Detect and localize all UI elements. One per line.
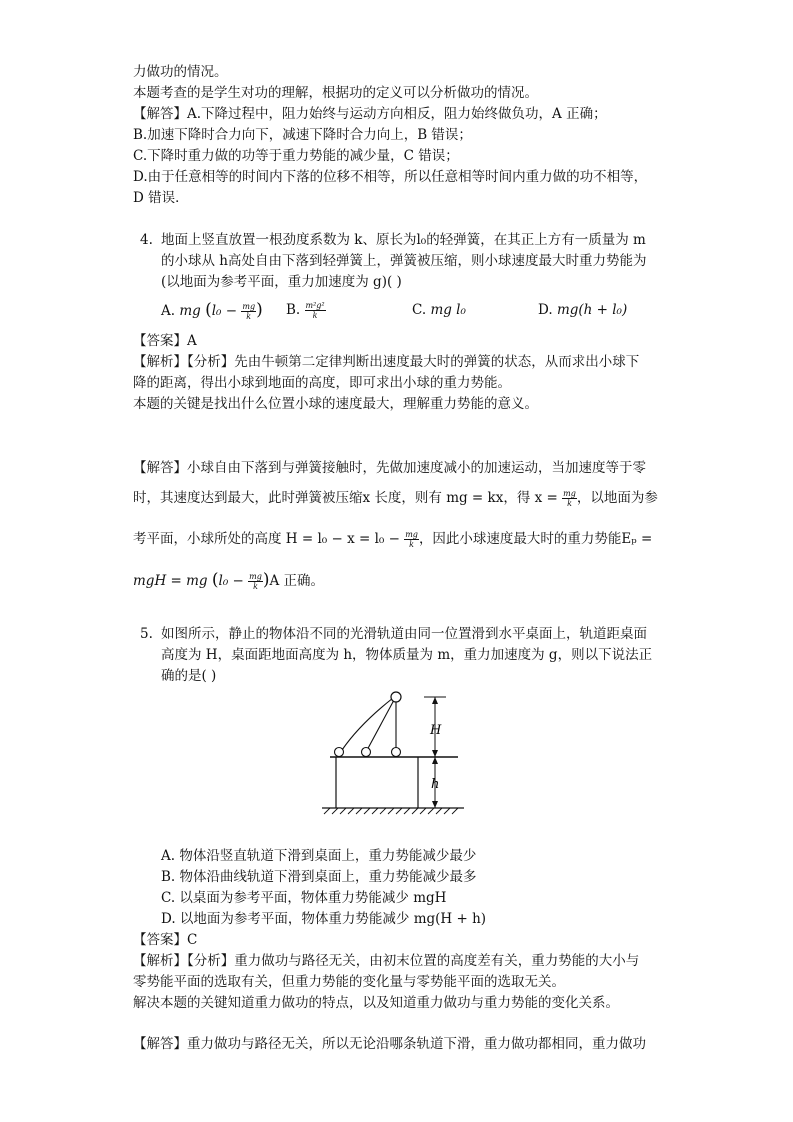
question-text: 如图所示，静止的物体沿不同的光滑轨道由同一位置滑到水平桌面上，轨道距桌面 — [161, 626, 647, 642]
ball-end — [335, 748, 344, 757]
option-label: A. — [161, 303, 176, 319]
ball-end — [392, 748, 401, 757]
text-line: 本题考查的是学生对功的理解，根据功的定义可以分析做功的情况。 — [133, 85, 538, 101]
analysis-line: 本题的关键是找出什么位置小球的速度最大，理解重力势能的意义。 — [133, 396, 538, 412]
option-label: B. — [286, 302, 301, 318]
option-math: l₀ − — [211, 303, 238, 319]
curved-track — [342, 698, 393, 750]
label-H: H — [430, 723, 442, 738]
option-label: C. — [412, 302, 427, 318]
text-line: 力做功的情况。 — [133, 64, 228, 80]
question-text: 的小球从 h高处自由下落到轻弹簧上，弹簧被压缩，则小球速度最大时重力势能为 — [161, 253, 647, 269]
analysis-line: 【解析】【分析】重力做功与路径无关，由初末位置的高度差有关，重力势能的大小与 — [133, 953, 640, 969]
option-math: mg(h + l₀) — [556, 302, 628, 318]
option-math: mg — [179, 303, 201, 319]
question-number: 4. — [140, 232, 153, 248]
label-h: h — [431, 777, 440, 792]
analysis-line: 【解析】【分析】先由牛顿第二定律判断出速度最大时的弹簧的状态，从而求出小球下 — [133, 354, 640, 370]
question-text: 确的是( ) — [161, 668, 217, 684]
option-math: mg l₀ — [430, 302, 466, 318]
text-line: D.由于任意相等的时间内下落的位移不相等，所以任意相等时间内重力做的功不相等， — [133, 169, 648, 185]
text-line: D 错误． — [133, 190, 189, 206]
solution-line: 考平面，小球所处的高度 H = l₀ − x = l₀ − $\frac{mg}{k}$ ，因此小球速度最大时的重力势能Eₚ = — [133, 530, 653, 549]
option-b: B. 物体沿曲线轨道下滑到桌面上，重力势能减少最多 — [161, 869, 477, 885]
option-d: D. 以地面为参考平面，物体重力势能减少 mg(H + h) — [161, 911, 487, 927]
option-label: D. — [538, 302, 553, 318]
fraction: $\frac{\text{m²g²}}{k}$ — [305, 301, 325, 320]
fraction: $\frac{mg}{k}$ — [249, 572, 262, 591]
option-a: A. mg (l₀ − $\frac{mg}{k}$ ) — [161, 300, 263, 321]
fraction: $\frac{mg}{k}$ — [563, 489, 576, 508]
solution-line: 时，其速度达到最大，此时弹簧被压缩x 长度，则有 mg = kx，得 x = $\frac{mg}{k}$ ，以地面为参 — [133, 489, 658, 508]
ball-start — [391, 692, 401, 702]
option-c: C. 以桌面为参考平面，物体重力势能减少 mgH — [161, 890, 447, 906]
ground-hatching — [324, 808, 458, 814]
option-a: A. 物体沿竖直轨道下滑到桌面上，重力势能减少最少 — [161, 848, 477, 864]
option-b — [286, 300, 326, 320]
fraction: $\frac{mg}{k}$ — [405, 530, 418, 549]
solution-line: mgH = mg (l₀ − $\frac{mg}{k}$ )A 正确。 — [133, 570, 325, 591]
solution-line: 【解答】小球自由下落到与弹簧接触时，先做加速度减小的加速运动，当加速度等于零 — [133, 460, 646, 476]
text-line: C.下降时重力做的功等于重力势能的减少量，C 错误； — [133, 148, 459, 164]
option-c — [412, 300, 466, 320]
text-line: B.加速下降时合力向下，减速下降时合力向上，B 错误； — [133, 127, 472, 143]
incline-track — [366, 700, 394, 752]
ball-end — [362, 748, 371, 757]
analysis-line: 解决本题的关键知道重力做功的特点，以及知道重力做功与重力势能的变化关系。 — [133, 995, 619, 1011]
analysis-line: 降的距离，得出小球到地面的高度，即可求出小球的重力势能。 — [133, 375, 511, 391]
answer-line: 【答案】C — [133, 932, 198, 948]
question-text: 高度为 H，桌面距地面高度为 h，物体质量为 m，重力加速度为 g，则以下说法正 — [161, 647, 653, 663]
fraction: $\frac{mg}{k}$ — [242, 302, 256, 321]
question-text: (以地面为参考平面，重力加速度为 g)( ) — [161, 274, 402, 290]
analysis-line: 零势能平面的选取有关，但重力势能的变化量与零势能平面的选取无关。 — [133, 974, 565, 990]
solution-line: 【解答】重力做功与路径无关，所以无论沿哪条轨道下滑，重力做功都相同，重力做功 — [133, 1036, 646, 1052]
question-number: 5. — [140, 626, 153, 642]
track-diagram — [318, 690, 468, 820]
text-line: 【解答】A.下降过程中，阻力始终与运动方向相反，阻力始终做负功，A 正确； — [133, 106, 607, 122]
answer-line: 【答案】A — [133, 333, 197, 349]
question-text: 地面上竖直放置一根劲度系数为 k、原长为l₀的轻弹簧，在其正上方有一质量为 m — [161, 232, 646, 248]
option-d — [538, 300, 627, 320]
